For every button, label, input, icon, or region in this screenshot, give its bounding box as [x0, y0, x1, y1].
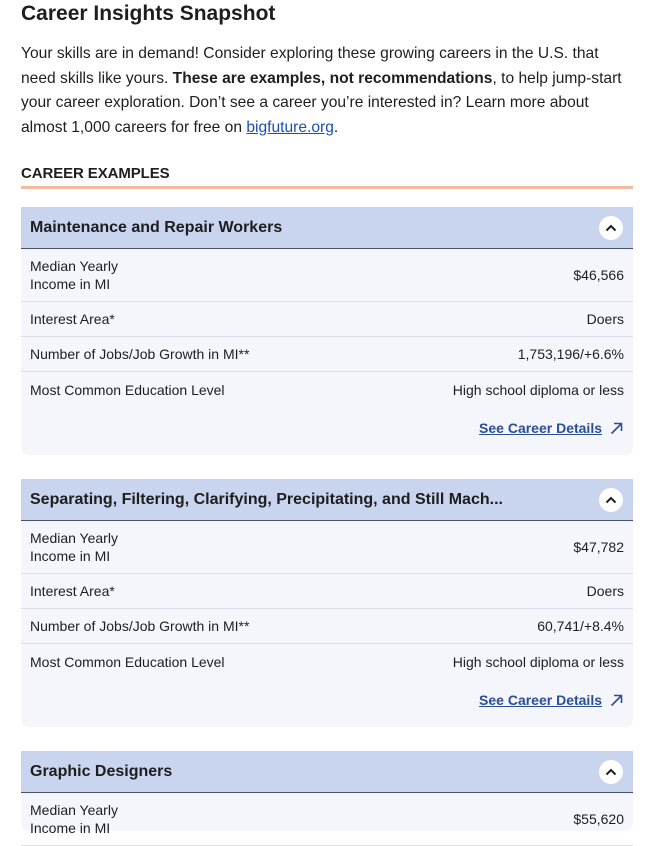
see-career-details-link[interactable]: See Career Details — [479, 420, 623, 436]
education-row — [21, 372, 633, 407]
career-card — [21, 479, 633, 727]
interest-label: Interest Area* — [30, 583, 115, 599]
section-heading: CAREER EXAMPLES — [21, 165, 170, 182]
intro-text: Your skills are in demand! Consider exploring these growing careers in the U.S. that need skills like yours. — [21, 45, 599, 87]
collapse-toggle-button[interactable] — [599, 760, 623, 784]
education-label: Most Common Education Level — [30, 653, 225, 670]
income-label: Median Yearly Income in MI — [30, 258, 118, 292]
education-value: High school diploma or less — [452, 653, 624, 670]
intro-paragraph — [21, 42, 633, 140]
details-row — [21, 679, 633, 727]
intro-text-continued: , to help jump-start your career exploration. Don’t see a career you’re interested in? Learn more about almost 1,000 careers for free on — [21, 69, 622, 136]
details-row — [21, 407, 633, 455]
income-value: $47,782 — [573, 539, 624, 555]
income-label: Median Yearly Income in MI — [30, 530, 118, 564]
bigfuture-link[interactable]: bigfuture.org — [246, 118, 334, 136]
career-card — [21, 207, 633, 455]
career-card-header[interactable] — [21, 479, 633, 521]
arrow-up-right-icon — [610, 422, 623, 435]
chevron-up-icon — [605, 496, 617, 504]
income-value: $46,566 — [573, 267, 624, 283]
interest-row — [21, 302, 633, 337]
interest-label: Interest Area* — [30, 311, 115, 327]
jobs-value: 60,741/+8.4% — [537, 618, 624, 634]
jobs-row — [21, 609, 633, 644]
intro-period: . — [333, 118, 339, 136]
page-title: Career Insights Snapshot — [21, 2, 276, 25]
jobs-label: Number of Jobs/Job Growth in MI** — [30, 618, 250, 634]
income-value: $55,620 — [573, 811, 624, 827]
collapse-toggle-button[interactable] — [599, 488, 623, 512]
collapse-toggle-button[interactable] — [599, 216, 623, 240]
income-row — [21, 521, 633, 574]
career-title: Graphic Designers — [30, 762, 173, 780]
career-card-header[interactable] — [21, 207, 633, 249]
see-career-details-link[interactable]: See Career Details — [479, 692, 623, 708]
interest-value: Doers — [586, 311, 624, 327]
education-label: Most Common Education Level — [30, 381, 225, 398]
interest-row — [21, 574, 633, 609]
chevron-up-icon — [605, 768, 617, 776]
education-value: High school diploma or less — [452, 381, 624, 398]
intro-bold-text: These are examples, not recommendations — [172, 69, 493, 87]
education-row — [21, 644, 633, 679]
income-row — [21, 793, 633, 846]
income-row — [21, 249, 633, 302]
income-label: Median Yearly Income in MI — [30, 802, 118, 836]
career-title: Maintenance and Repair Workers — [30, 218, 283, 236]
interest-value: Doers — [586, 583, 624, 599]
career-card — [21, 751, 633, 836]
career-card-header[interactable] — [21, 751, 633, 793]
career-title: Separating, Filtering, Clarifying, Precipitating, and Still Mach... — [30, 490, 503, 508]
jobs-label: Number of Jobs/Job Growth in MI** — [30, 346, 250, 362]
jobs-row — [21, 337, 633, 372]
chevron-up-icon — [605, 224, 617, 232]
arrow-up-right-icon — [610, 694, 623, 707]
jobs-value: 1,753,196/+6.6% — [517, 346, 624, 362]
section-divider — [21, 186, 633, 189]
